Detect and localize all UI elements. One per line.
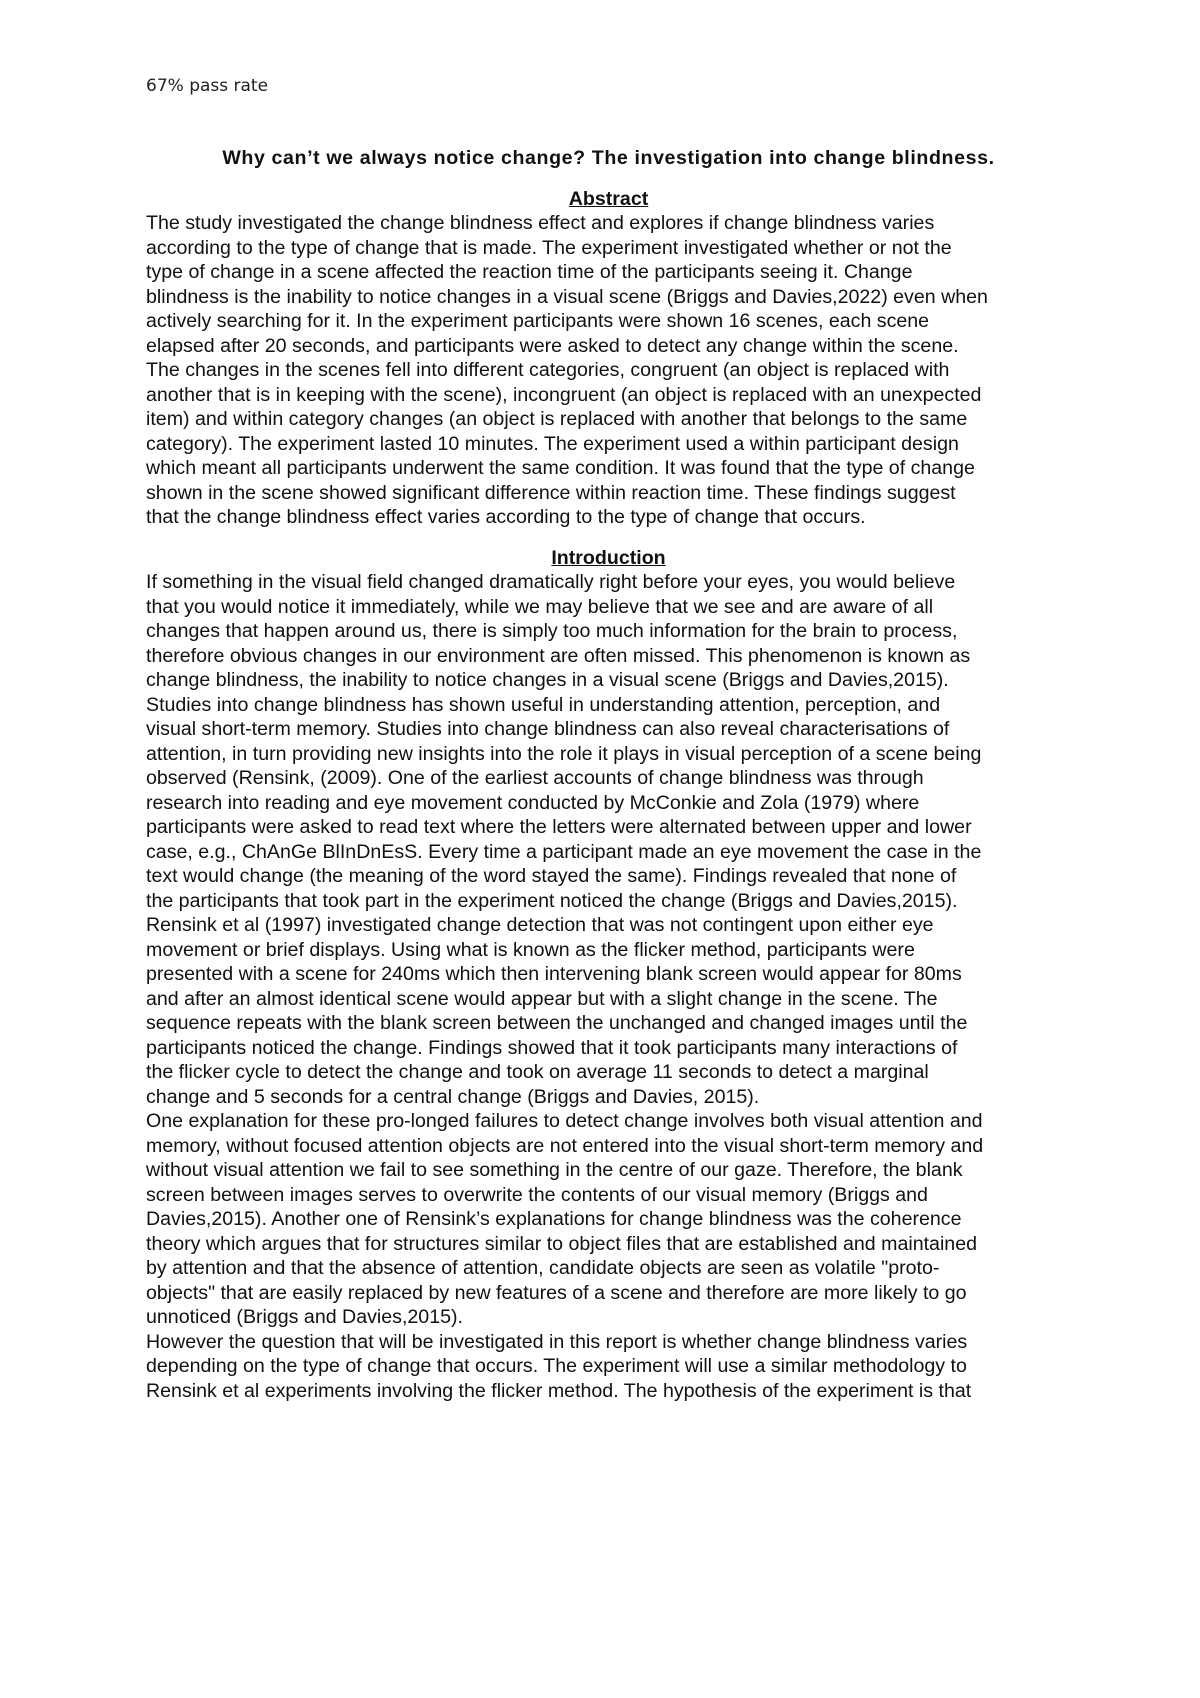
text-line: observed (Rensink, (2009). One of the earliest accounts of change blindness was through bbox=[146, 767, 924, 789]
text-line: Davies,2015). Another one of Rensink’s explanations for change blindness was the coherence bbox=[146, 1208, 962, 1230]
text-line: attention, in turn providing new insights into the role it plays in visual perception of a scene being bbox=[146, 742, 982, 765]
text-line: which meant all participants underwent the same condition. It was found that the type of change bbox=[146, 457, 975, 479]
text-line: change and 5 seconds for a central change (Briggs and Davies, 2015). bbox=[146, 1085, 760, 1108]
text-line: The changes in the scenes fell into different categories, congruent (an object is replaced with bbox=[146, 359, 950, 381]
text-line: shown in the scene showed significant difference within reaction time. These findings suggest bbox=[146, 481, 956, 504]
pass-rate-label: 67% pass rate bbox=[146, 76, 269, 96]
text-line: changes that happen around us, there is simply too much information for the brain to process, bbox=[146, 620, 958, 642]
introduction-paragraph-2 bbox=[146, 913, 1071, 1109]
text-line: theory which argues that for structures similar to object files that are established and maintained bbox=[146, 1232, 977, 1255]
text-line: the flicker cycle to detect the change and took on average 11 seconds to detect a marginal bbox=[146, 1061, 929, 1083]
abstract-paragraph bbox=[146, 211, 1071, 530]
introduction-paragraph-3 bbox=[146, 1109, 1071, 1330]
text-line: participants were asked to read text where the letters were alternated between upper and lower bbox=[146, 816, 972, 838]
text-line: without visual attention we fail to see something in the centre of our gaze. Therefore, the blank bbox=[146, 1159, 963, 1181]
text-line: Studies into change blindness has shown useful in understanding attention, perception, and bbox=[146, 693, 941, 716]
text-line: sequence repeats with the blank screen between the unchanged and changed images until the bbox=[146, 1012, 968, 1034]
text-line: that you would notice it immediately, while we may believe that we see and are aware of all bbox=[146, 595, 934, 618]
text-line: If something in the visual field changed dramatically right before your eyes, you would believe bbox=[146, 571, 956, 593]
text-line: category). The experiment lasted 10 minutes. The experiment used a within participant design bbox=[146, 432, 959, 455]
text-line: according to the type of change that is made. The experiment investigated whether or not the bbox=[146, 236, 952, 259]
text-line: visual short-term memory. Studies into change blindness can also reveal characterisations of bbox=[146, 718, 950, 740]
text-line: another that is in keeping with the scene), incongruent (an object is replaced with an unexpected bbox=[146, 383, 982, 406]
introduction-heading: Introduction bbox=[551, 546, 666, 569]
text-line: change blindness, the inability to notice changes in a visual scene (Briggs and Davies,2015). bbox=[146, 669, 949, 691]
text-line: depending on the type of change that occurs. The experiment will use a similar methodology to bbox=[146, 1355, 967, 1377]
text-line: type of change in a scene affected the reaction time of the participants seeing it. Change bbox=[146, 261, 913, 283]
text-line: presented with a scene for 240ms which then intervening blank screen would appear for 80ms bbox=[146, 963, 962, 985]
text-line: research into reading and eye movement conducted by McConkie and Zola (1979) where bbox=[146, 791, 920, 814]
text-line: elapsed after 20 seconds, and participants were asked to detect any change within the scene. bbox=[146, 334, 959, 357]
text-line: case, e.g., ChAnGe BlInDnEsS. Every time a participant made an eye movement the case in the bbox=[146, 840, 982, 863]
text-line: actively searching for it. In the experiment participants were shown 16 scenes, each scene bbox=[146, 310, 930, 332]
text-line: Rensink et al experiments involving the flicker method. The hypothesis of the experiment is that bbox=[146, 1379, 972, 1402]
text-line: However the question that will be investigated in this report is whether change blindness varies bbox=[146, 1330, 968, 1353]
text-line: item) and within category changes (an object is replaced with another that belongs to the same bbox=[146, 408, 968, 430]
text-line: unnoticed (Briggs and Davies,2015). bbox=[146, 1306, 463, 1328]
text-line: objects" that are easily replaced by new features of a scene and therefore are more likely to go bbox=[146, 1281, 967, 1304]
text-line: memory, without focused attention objects are not entered into the visual short-term memory and bbox=[146, 1134, 984, 1157]
text-line: One explanation for these pro-longed failures to detect change involves both visual attention and bbox=[146, 1110, 983, 1132]
text-line: by attention and that the absence of attention, candidate objects are seen as volatile "proto- bbox=[146, 1257, 940, 1279]
text-line: participants noticed the change. Findings showed that it took participants many interactions of bbox=[146, 1036, 958, 1059]
text-line: text would change (the meaning of the word stayed the same). Findings revealed that none of bbox=[146, 865, 957, 887]
abstract-heading: Abstract bbox=[568, 187, 649, 210]
text-line: and after an almost identical scene would appear but with a slight change in the scene. The bbox=[146, 987, 938, 1010]
text-line: that the change blindness effect varies according to the type of change that occurs. bbox=[146, 506, 866, 528]
text-line: blindness is the inability to notice changes in a visual scene (Briggs and Davies,2022) even when bbox=[146, 285, 988, 308]
text-line: Rensink et al (1997) investigated change detection that was not contingent upon either eye bbox=[146, 914, 934, 936]
text-line: The study investigated the change blindness effect and explores if change blindness varies bbox=[146, 212, 935, 234]
document-title: Why can’t we always notice change? The investigation into change blindness. bbox=[222, 147, 995, 169]
document-body bbox=[146, 146, 1071, 1403]
text-line: therefore obvious changes in our environment are often missed. This phenomenon is known as bbox=[146, 644, 971, 667]
introduction-paragraph-1 bbox=[146, 570, 1071, 913]
text-line: screen between images serves to overwrite the contents of our visual memory (Briggs and bbox=[146, 1183, 928, 1206]
text-line: the participants that took part in the experiment noticed the change (Briggs and Davies,2015). bbox=[146, 889, 958, 912]
text-line: movement or brief displays. Using what is known as the flicker method, participants were bbox=[146, 938, 915, 961]
introduction-paragraph-4 bbox=[146, 1330, 1071, 1404]
